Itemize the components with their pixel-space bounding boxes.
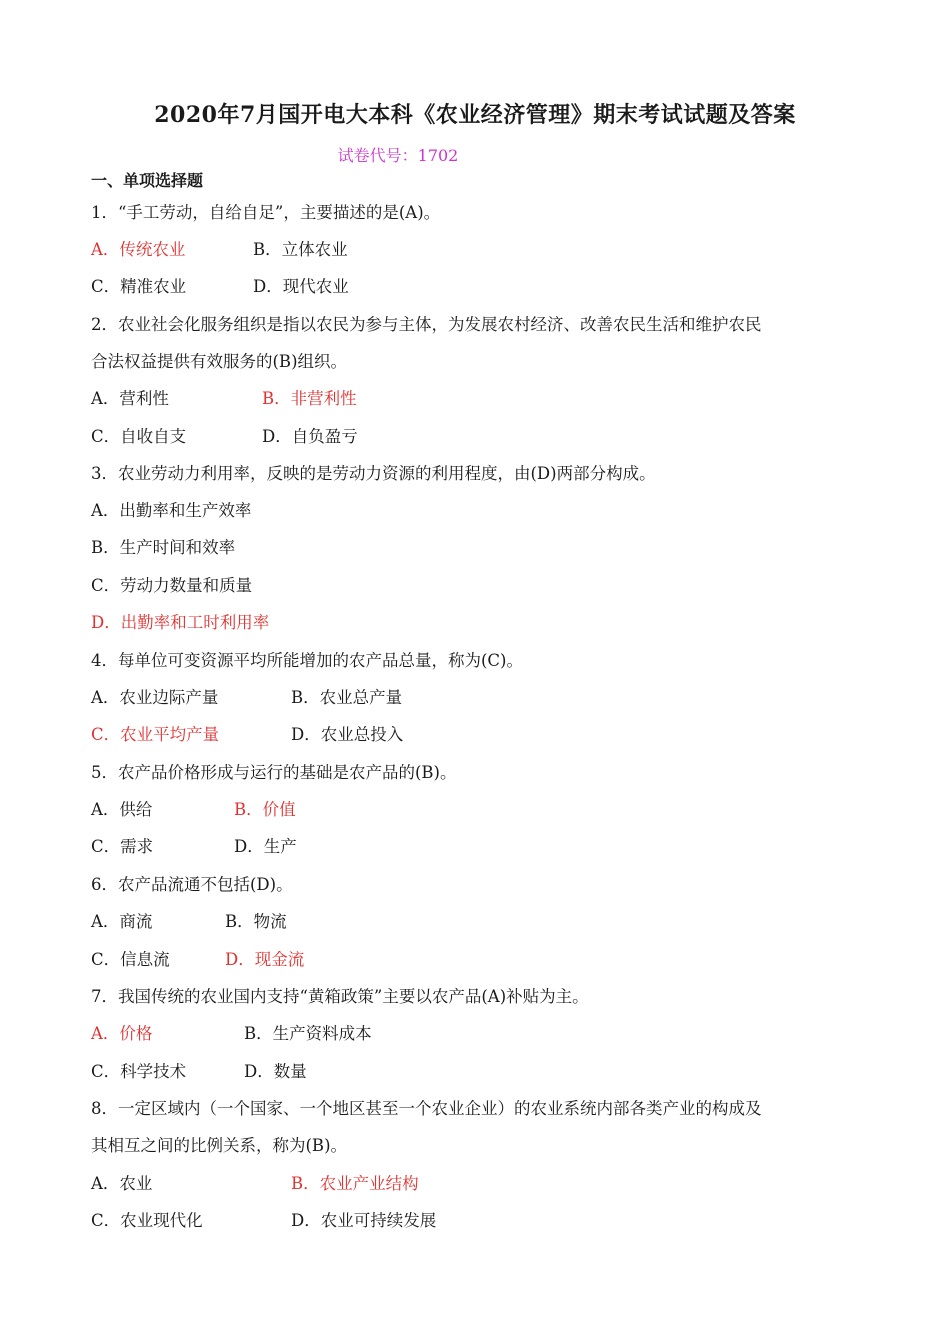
question-5-option-c: C．需求 [91, 837, 154, 856]
question-8-option-b: B．农业产业结构 [291, 1174, 419, 1193]
question-8-option-c: C．农业现代化 [91, 1211, 203, 1230]
question-7-stem: 7．我国传统的农业国内支持“黄箱政策”主要以农产品(A)补贴为主。 [91, 987, 589, 1006]
question-1-option-c: C．精准农业 [91, 277, 187, 296]
question-3-option-d: D．出勤率和工时利用率 [91, 613, 270, 632]
question-6-option-a: A．商流 [91, 912, 153, 931]
section-title: 一、单项选择题 [91, 171, 204, 190]
question-8-option-d: D．农业可持续发展 [291, 1211, 437, 1230]
exam-code-label: 试卷代号： [337, 146, 418, 165]
question-7-option-b: B．生产资料成本 [244, 1024, 372, 1043]
question-5-option-d: D．生产 [234, 837, 297, 856]
question-2-option-c: C．自收自支 [91, 427, 187, 446]
exam-code-value: 1702 [417, 146, 459, 165]
question-1-option-a: A．传统农业 [91, 240, 186, 259]
question-6-option-d: D．现金流 [225, 950, 305, 969]
question-5-option-a: A．供给 [91, 800, 153, 819]
question-3-stem: 3．农业劳动力利用率，反映的是劳动力资源的利用程度，由(D)两部分构成。 [91, 464, 656, 483]
question-7-option-d: D．数量 [244, 1062, 307, 1081]
question-2-option-a: A．营利性 [91, 389, 169, 408]
question-6-stem: 6．农产品流通不包括(D)。 [91, 875, 293, 894]
question-5-option-b: B．价值 [234, 800, 296, 819]
question-7-option-a: A．价格 [91, 1024, 153, 1043]
question-4-option-c: C．农业平均产量 [91, 725, 220, 744]
question-2-option-b: B．非营利性 [262, 389, 357, 408]
page-title: 2020年7月国开电大本科《农业经济管理》期末考试试题及答案 [154, 102, 796, 128]
question-6-option-b: B．物流 [225, 912, 287, 931]
question-8-option-a: A．农业 [91, 1174, 153, 1193]
question-1-option-d: D．现代农业 [253, 277, 349, 296]
question-4-option-a: A．农业边际产量 [91, 688, 219, 707]
question-3-option-c: C．劳动力数量和质量 [91, 576, 253, 595]
question-6-option-c: C．信息流 [91, 950, 170, 969]
question-3-option-b: B．生产时间和效率 [91, 538, 236, 557]
question-1-option-b: B．立体农业 [253, 240, 348, 259]
question-4-stem: 4．每单位可变资源平均所能增加的农产品总量，称为(C)。 [91, 651, 523, 670]
question-2-option-d: D．自负盈亏 [262, 427, 358, 446]
question-3-option-a: A．出勤率和生产效率 [91, 501, 252, 520]
question-2-stem-line-1: 2．农业社会化服务组织是指以农民为参与主体，为发展农村经济、改善农民生活和维护农民 [91, 315, 762, 334]
question-8-stem-line-2: 其相互之间的比例关系，称为(B)。 [91, 1136, 347, 1155]
question-5-stem: 5．农产品价格形成与运行的基础是农产品的(B)。 [91, 763, 457, 782]
question-4-option-d: D．农业总投入 [291, 725, 404, 744]
exam-code [0, 143, 796, 166]
question-7-option-c: C．科学技术 [91, 1062, 187, 1081]
question-8-stem-line-1: 8．一定区域内（一个国家、一个地区甚至一个农业企业）的农业系统内部各类产业的构成及 [91, 1099, 762, 1118]
question-2-stem-line-2: 合法权益提供有效服务的(B)组织。 [91, 352, 347, 371]
question-1-stem: 1．“手工劳动，自给自足”，主要描述的是(A)。 [91, 203, 441, 222]
question-4-option-b: B．农业总产量 [291, 688, 403, 707]
